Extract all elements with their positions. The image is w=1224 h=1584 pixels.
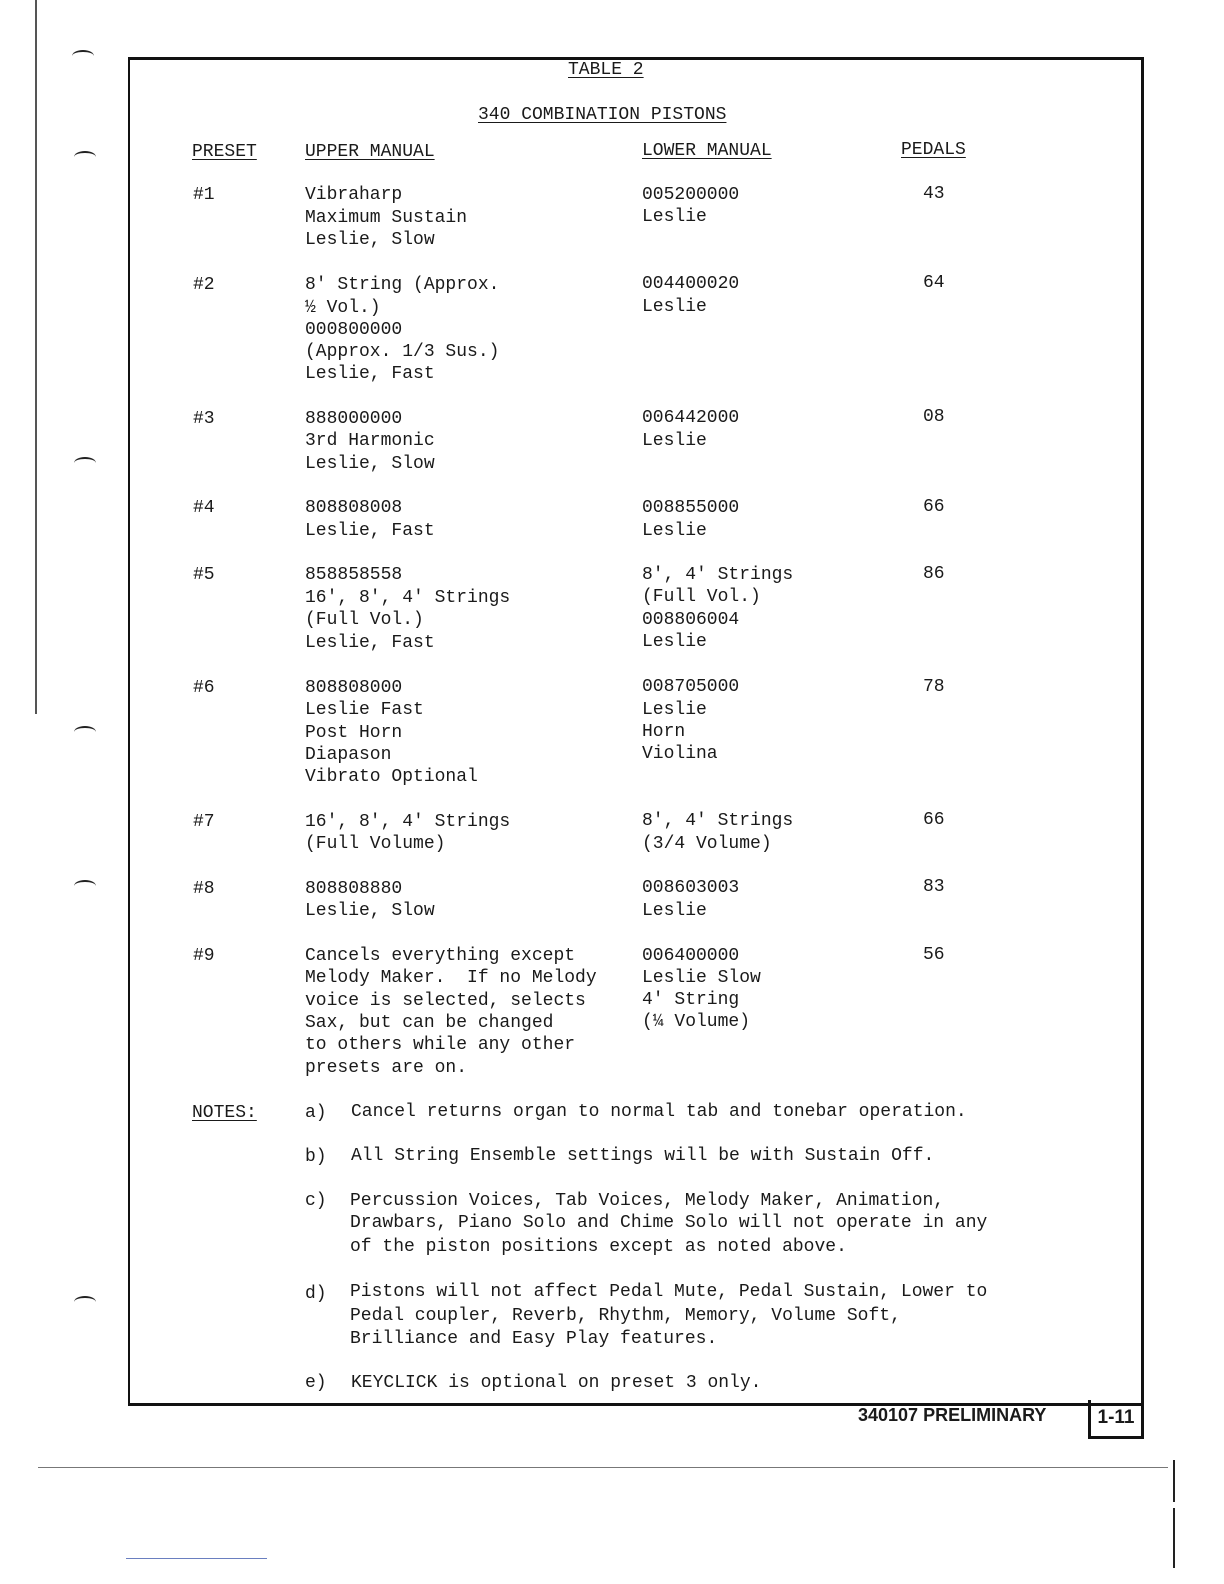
binder-hole-mark [74, 880, 96, 892]
preset-cell: #8 [193, 879, 215, 899]
lower-cell-line: Leslie [642, 207, 707, 227]
pedals-cell: 66 [923, 497, 945, 517]
lower-cell-line: 004400020 [642, 274, 740, 294]
pedals-cell: 43 [923, 184, 945, 204]
notes-label: NOTES: [192, 1103, 257, 1123]
lower-cell-line: Leslie [642, 521, 707, 541]
binder-hole-mark [74, 151, 96, 163]
preset-cell: #1 [193, 185, 215, 205]
upper-cell-line: Vibrato Optional [305, 767, 478, 787]
upper-cell-line: voice is selected, selects [305, 991, 586, 1011]
pedals-cell: 66 [923, 810, 945, 830]
note-line: All String Ensemble settings will be with Sustain Off. [351, 1146, 935, 1166]
upper-cell-line: 16', 8', 4' Strings [305, 588, 511, 608]
note-letter: c) [305, 1191, 327, 1211]
lower-cell-line: Violina [642, 744, 718, 764]
lower-cell-line: 008705000 [642, 677, 740, 697]
upper-cell-line: ½ Vol.) [305, 298, 381, 318]
upper-cell-line: 808808880 [305, 879, 403, 899]
upper-cell-line: (Approx. 1/3 Sus.) [305, 342, 500, 362]
upper-cell-line: 16', 8', 4' Strings [305, 812, 511, 832]
note-line: KEYCLICK is optional on preset 3 only. [351, 1373, 762, 1393]
lower-cell-line: 4' String [642, 990, 740, 1010]
table-label: TABLE 2 [568, 60, 644, 80]
upper-cell-line: 808808000 [305, 678, 403, 698]
pedals-cell: 64 [923, 273, 945, 293]
lower-cell-line: 008603003 [642, 878, 740, 898]
upper-cell-line: Maximum Sustain [305, 208, 468, 228]
document-code: 340107 PRELIMINARY [858, 1405, 1047, 1425]
binder-hole-mark [74, 726, 96, 738]
upper-cell-line: 3rd Harmonic [305, 431, 435, 451]
note-line: Drawbars, Piano Solo and Chime Solo will not operate in any [350, 1213, 988, 1233]
note-letter: a) [305, 1103, 327, 1123]
upper-cell-line: Leslie Fast [305, 700, 424, 720]
upper-cell-line: Leslie, Slow [305, 454, 435, 474]
lower-cell-line: 8', 4' Strings [642, 565, 794, 585]
lower-cell-line: 008806004 [642, 610, 740, 630]
lower-cell-line: 006400000 [642, 946, 740, 966]
note-line: Percussion Voices, Tab Voices, Melody Maker, Animation, [350, 1191, 945, 1211]
pedals-cell: 83 [923, 877, 945, 897]
upper-cell-line: Cancels everything except [305, 946, 576, 966]
page-number: 1-11 [1088, 1400, 1144, 1439]
scan-edge-mark [1173, 1460, 1175, 1502]
note-line: of the piston positions except as noted above. [350, 1237, 847, 1257]
upper-cell-line: to others while any other [305, 1035, 576, 1055]
upper-cell-line: Leslie, Fast [305, 364, 435, 384]
preset-cell: #4 [193, 498, 215, 518]
lower-cell-line: 005200000 [642, 185, 740, 205]
upper-cell-line: 8' String (Approx. [305, 275, 500, 295]
pedals-cell: 56 [923, 945, 945, 965]
lower-cell-line: Leslie [642, 297, 707, 317]
binder-hole-mark [72, 50, 94, 62]
upper-cell-line: presets are on. [305, 1058, 468, 1078]
note-letter: d) [305, 1284, 327, 1304]
preset-cell: #2 [193, 275, 215, 295]
upper-cell-line: Leslie, Slow [305, 901, 435, 921]
note-line: Brilliance and Easy Play features. [350, 1329, 718, 1349]
preset-cell: #3 [193, 409, 215, 429]
upper-cell-line: Sax, but can be changed [305, 1013, 554, 1033]
scan-edge-line [35, 0, 37, 714]
upper-cell-line: Leslie, Slow [305, 230, 435, 250]
binder-hole-mark [74, 1296, 96, 1308]
pedals-cell: 78 [923, 677, 945, 697]
upper-cell-line: 000800000 [305, 320, 403, 340]
note-letter: b) [305, 1147, 327, 1167]
upper-cell-line: Post Horn [305, 723, 403, 743]
upper-cell-line: 858858558 [305, 565, 403, 585]
header-pedals: PEDALS [901, 140, 966, 160]
lower-cell-line: (¼ Volume) [642, 1012, 751, 1032]
preset-cell: #9 [193, 946, 215, 966]
upper-cell-line: (Full Vol.) [305, 610, 424, 630]
table-title: 340 COMBINATION PISTONS [478, 105, 727, 125]
lower-cell-line: Horn [642, 722, 686, 742]
upper-cell-line: 808808008 [305, 498, 403, 518]
upper-cell-line: Melody Maker. If no Melody [305, 968, 597, 988]
lower-cell-line: 006442000 [642, 408, 740, 428]
lower-cell-line: (Full Vol.) [642, 587, 761, 607]
lower-cell-line: Leslie [642, 700, 707, 720]
preset-cell: #6 [193, 678, 215, 698]
upper-cell-line: Vibraharp [305, 185, 403, 205]
note-line: Pedal coupler, Reverb, Rhythm, Memory, Volume Soft, [350, 1306, 901, 1326]
header-lower-manual: LOWER MANUAL [642, 141, 772, 161]
note-line: Cancel returns organ to normal tab and tonebar operation. [351, 1102, 967, 1122]
pedals-cell: 08 [923, 407, 945, 427]
divider [126, 1558, 267, 1559]
upper-cell-line: 888000000 [305, 409, 403, 429]
note-line: Pistons will not affect Pedal Mute, Pedal Sustain, Lower to [350, 1282, 988, 1302]
note-letter: e) [305, 1373, 327, 1393]
header-upper-manual: UPPER MANUAL [305, 142, 435, 162]
upper-cell-line: Leslie, Fast [305, 521, 435, 541]
preset-cell: #7 [193, 812, 215, 832]
lower-cell-line: 008855000 [642, 498, 740, 518]
lower-cell-line: Leslie [642, 632, 707, 652]
upper-cell-line: (Full Volume) [305, 834, 446, 854]
binder-hole-mark [74, 457, 96, 469]
lower-cell-line: Leslie [642, 431, 707, 451]
upper-cell-line: Leslie, Fast [305, 633, 435, 653]
preset-cell: #5 [193, 565, 215, 585]
lower-cell-line: (3/4 Volume) [642, 834, 772, 854]
lower-cell-line: Leslie [642, 901, 707, 921]
lower-cell-line: 8', 4' Strings [642, 811, 794, 831]
divider [38, 1467, 1168, 1468]
scan-edge-mark [1173, 1508, 1175, 1568]
pedals-cell: 86 [923, 564, 945, 584]
header-preset: PRESET [192, 142, 257, 162]
lower-cell-line: Leslie Slow [642, 968, 761, 988]
upper-cell-line: Diapason [305, 745, 392, 765]
